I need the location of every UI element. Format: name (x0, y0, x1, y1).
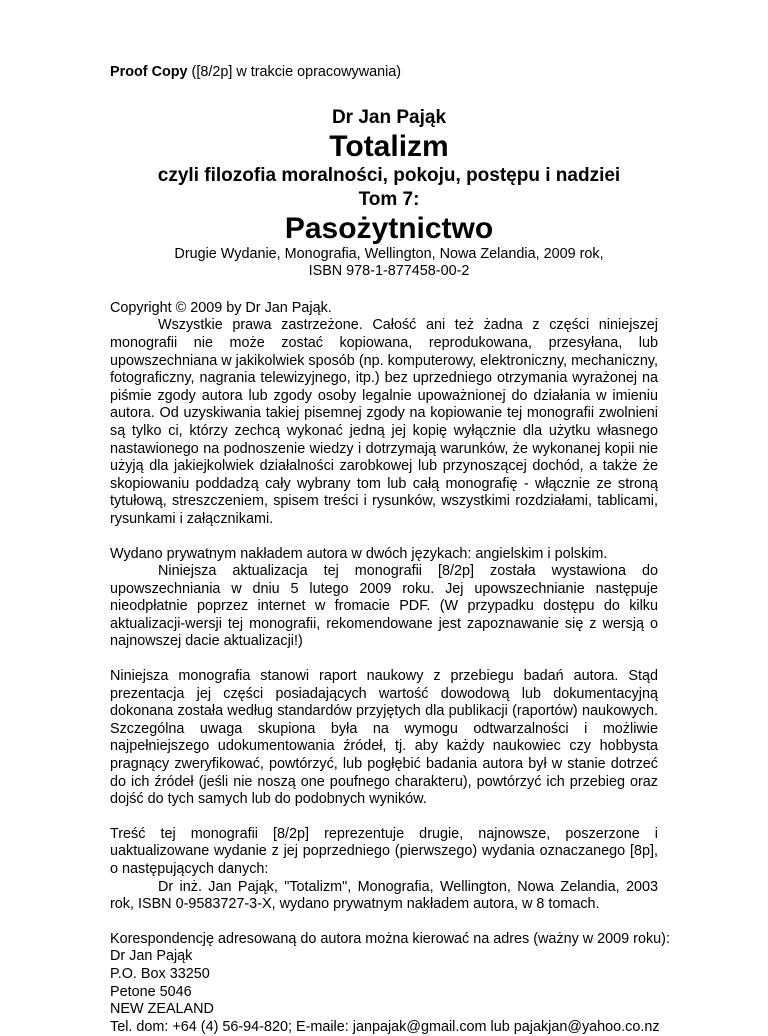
address-city: Petone 5046 (110, 983, 192, 1000)
copyright-line: Copyright © 2009 by Dr Jan Pająk. (110, 299, 332, 316)
address-country: NEW ZEALAND (110, 1001, 214, 1018)
correspondence-intro: Korespondencję adresowaną do autora można kierować na adres (ważny w 2009 roku): (110, 930, 670, 947)
report-paragraph: Niniejsza monografia stanowi raport naukowy z przebiegu badań autora. Stąd prezentacja jej części posiadających wartość dowodową lub dokumentacyjną dokonana została według standardów przyjętych dla publikacji (raportów) naukowych. Szczególna uwaga skupiona była na wymogu odtwarzalności i możliwie najpełniejszego udokumentowania źródeł, tj. aby każdy naukowiec czy hobbysta pragnący zweryfikować, powtórzyć, lub pogłębić badania autora był w stanie dotrzeć do ich źródeł (jeśli nie noszą one poufnego charakteru), powtórzyć ich przebieg oraz dojść do tych samych lub do podobnych wyników. (110, 668, 658, 808)
book-title: Totalizm (329, 129, 449, 163)
previous-edition-reference: Dr inż. Jan Pająk, "Totalizm", Monografia, Wellington, Nowa Zelandia, 2003 rok, ISBN 0-9583727-3-X, wydano prywatnym nakładem autora, w 8 tomach. (110, 878, 658, 913)
rights-paragraph: Wszystkie prawa zastrzeżone. Całość ani też żadna z części niniejszej monografii nie może zostać kopiowana, reprodukowana, przesyłana, lub upowszechniana w jakikolwiek sposób (np. komputerowy, elektroniczny, mechaniczny, fotograficzny, nagrania telewizyjnego, itp.) bez uprzedniego otrzymania wyrażonej na piśmie zgody autora lub zgody osoby legalnie upoważnionej do działania w imieniu autora. Od uzyskiwania takiej pisemnej zgody na kopiowanie tej monografii zwolnieni są tylko ci, którzy zechcą wykonać jedną jej kopię wyłącznie dla użytku własnego nastawionego na podnoszenie wiedzy i dotrzymają warunków, że wykonanej kopii nie użyją dla jakiejkolwiek działalności zarobkowej lub przynoszącej dochód, a także że skopiowaniu poddadzą cały wybrany tom lub całą monografię - włącznie ze stroną tytułową, streszczeniem, spisem treści i rysunków, wszystkimi rozdziałami, tablicami, rysunkami i załącznikami. (110, 317, 658, 527)
update-paragraph: Niniejsza aktualizacja tej monografii [8/2p] została wystawiona do upowszechniania w dniu 5 lutego 2009 roku. Jej upowszechnianie następuje nieodpłatnie poprzez internet w fromacie PDF. (W przypadku dostępu do kilku aktualizacji-wersji tej monografii, rekomendowane jest zapoznawanie się z wersją o najnowszej dacie aktualizacji!) (110, 563, 658, 650)
proof-copy-label: Proof Copy (110, 64, 188, 80)
report-section (110, 668, 658, 809)
proof-copy-line (110, 64, 658, 82)
edition-line-1: Drugie Wydanie, Monografia, Wellington, Nowa Zelandia, 2009 rok, (174, 245, 604, 262)
publication-section (110, 546, 658, 652)
address-name: Dr Jan Pająk (110, 948, 193, 965)
correspondence-section (110, 930, 670, 1036)
volume-title: Pasożytnictwo (284, 211, 494, 245)
proof-copy-note: ([8/2p] w trakcie opracowywania) (187, 64, 402, 80)
publication-line: Wydano prywatnym nakładem autora w dwóch językach: angielskim i polskim. (110, 545, 608, 562)
volume-number: Tom 7: (358, 188, 420, 210)
address-po-box: P.O. Box 33250 (110, 965, 210, 982)
document-page (110, 64, 670, 1036)
edition-line-2: ISBN 978-1-877458-00-2 (308, 263, 470, 280)
author-name: Dr Jan Pająk (331, 106, 447, 128)
book-subtitle: czyli filozofia moralności, pokoju, postępu i nadziei (157, 164, 621, 186)
previous-edition-paragraph: Treść tej monografii [8/2p] reprezentuje drugie, najnowsze, poszerzone i uaktualizowane wydanie z jej poprzedniego (pierwszego) wydania oznaczanego [8p], o następujących danych: (110, 825, 658, 877)
previous-edition-section (110, 826, 658, 914)
contact-line: Tel. dom: +64 (4) 56-94-820; E-maile: janpajak@gmail.com lub pajakjan@yahoo.co.nz (110, 1018, 660, 1035)
copyright-section (110, 300, 658, 529)
